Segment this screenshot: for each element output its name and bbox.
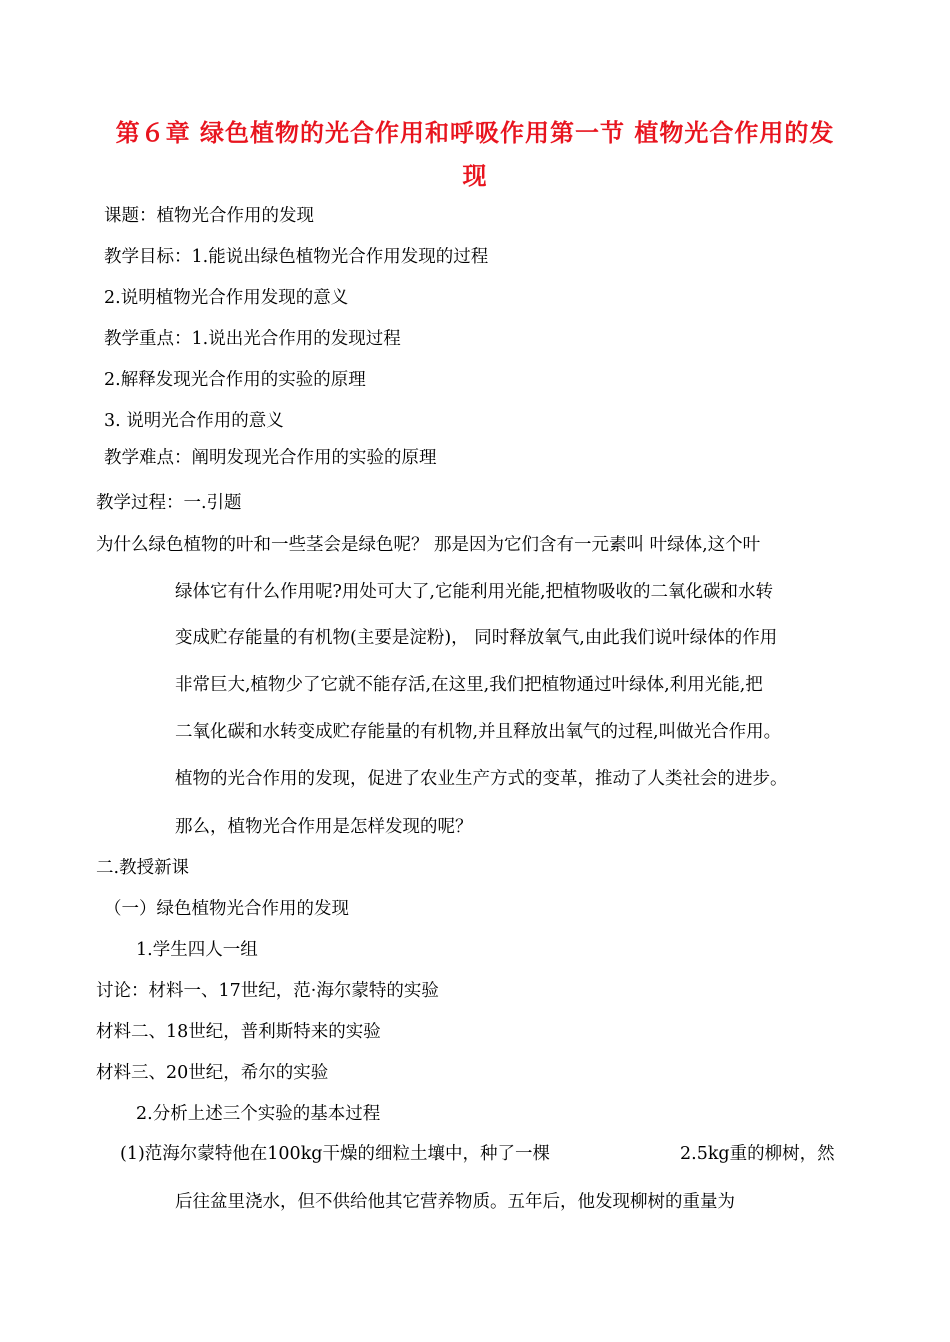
intro-line: 绿体它有什么作用呢?用处可大了,它能利用光能,把植物吸收的二氧化碳和水转 [175, 582, 774, 602]
teaching-focus-3: 3. 说明光合作用的意义 [104, 411, 284, 431]
list-item: 1.学生四人一组 [136, 940, 258, 960]
section-heading: 二.教授新课 [96, 858, 190, 878]
document-title-line1: 第６章 绿色植物的光合作用和呼吸作用第一节 植物光合作用的发 [115, 119, 835, 147]
intro-line: 变成贮存能量的有机物(主要是淀粉)， 同时释放氧气,由此我们说叶绿体的作用 [175, 628, 778, 648]
intro-line: 二氧化碳和水转变成贮存能量的有机物,并且释放出氧气的过程,叫做光合作用。 [175, 722, 782, 742]
material-line: 材料三、20世纪，希尔的实验 [96, 1063, 329, 1083]
intro-line: 植物的光合作用的发现，促进了农业生产方式的变革，推动了人类社会的进步。 [175, 769, 788, 789]
intro-paragraph-first-line: 为什么绿色植物的叶和一些茎会是绿色呢？ 那是因为它们含有一元素叫 叶绿体,这个叶 [96, 535, 761, 555]
subsection-heading: （一）绿色植物光合作用的发现 [104, 899, 349, 919]
document-title-line2: 现 [462, 162, 488, 190]
list-item: 2.分析上述三个实验的基本过程 [136, 1104, 381, 1124]
discussion-line: 讨论：材料一、17世纪，范·海尔蒙特的实验 [96, 981, 439, 1001]
teaching-goal: 教学目标：1.能说出绿色植物光合作用发现的过程 [104, 247, 489, 267]
experiment-line: (1)范海尔蒙特他在100kg干燥的细粒土壤中，种了一棵 [120, 1144, 550, 1164]
material-line: 材料二、18世纪，普利斯特来的实验 [96, 1022, 381, 1042]
experiment-line-continued: 2.5kg重的柳树，然 [680, 1144, 835, 1164]
teaching-difficulty: 教学难点：阐明发现光合作用的实验的原理 [104, 448, 437, 468]
lesson-topic: 课题：植物光合作用的发现 [104, 206, 314, 226]
teaching-goal-2: 2.说明植物光合作用发现的意义 [104, 288, 349, 308]
experiment-line: 后往盆里浇水，但不供给他其它营养物质。五年后，他发现柳树的重量为 [175, 1192, 735, 1212]
intro-line: 非常巨大,植物少了它就不能存活,在这里,我们把植物通过叶绿体,利用光能,把 [175, 675, 763, 695]
teaching-focus-2: 2.解释发现光合作用的实验的原理 [104, 370, 366, 390]
teaching-focus: 教学重点：1.说出光合作用的发现过程 [104, 329, 401, 349]
intro-line: 那么，植物光合作用是怎样发现的呢？ [175, 817, 473, 837]
teaching-process: 教学过程：一.引题 [96, 493, 242, 513]
